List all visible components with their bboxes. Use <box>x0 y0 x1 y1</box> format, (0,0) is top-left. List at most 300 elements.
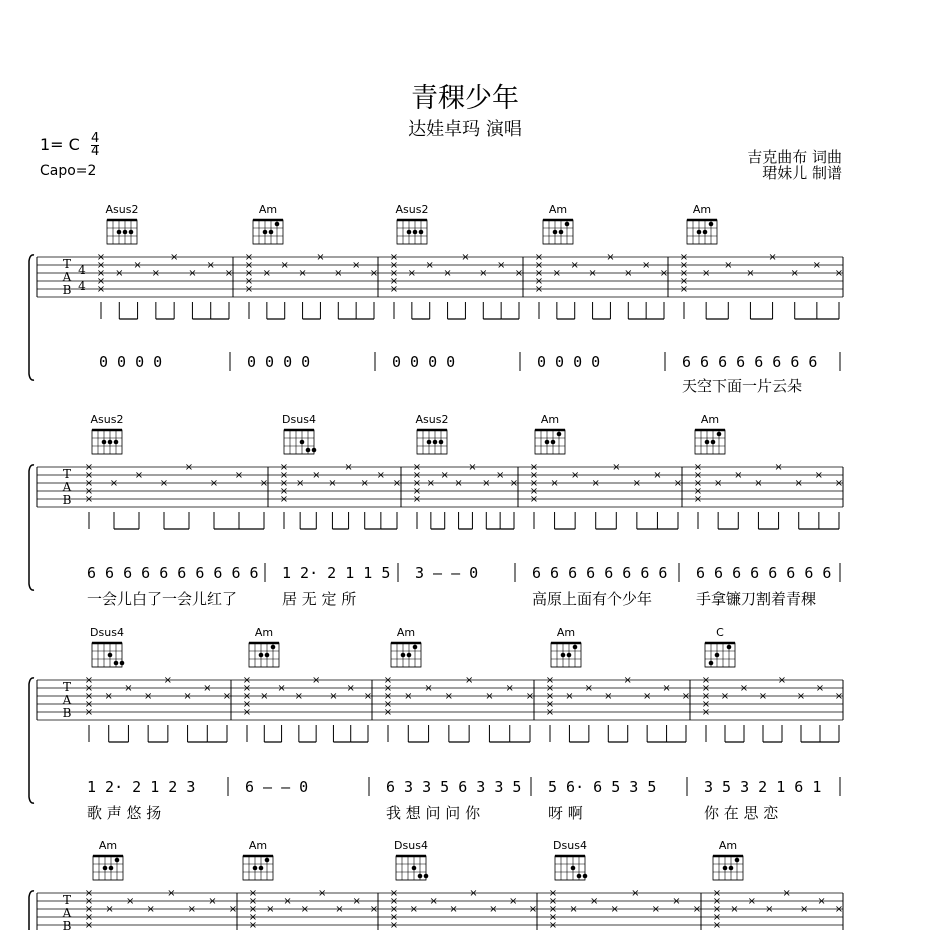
fret-mark: × <box>389 904 399 915</box>
fret-mark: × <box>444 691 454 702</box>
chord-name: Dsus4 <box>90 626 124 639</box>
fret-mark: × <box>624 268 633 279</box>
fret-mark: × <box>412 470 422 481</box>
chord-dot <box>263 230 268 235</box>
fret-mark: × <box>747 896 757 907</box>
chord-dot <box>253 866 258 871</box>
chord-dot <box>312 448 317 453</box>
chord-dot <box>711 440 716 445</box>
fret-mark: × <box>642 691 652 702</box>
fret-mark: × <box>812 260 822 271</box>
chord-name: Am <box>700 413 720 426</box>
fret-mark: × <box>489 904 498 915</box>
chord-dot <box>102 440 107 445</box>
fret-mark: × <box>794 478 803 489</box>
fret-mark: × <box>550 478 559 489</box>
fret-mark: × <box>796 691 806 702</box>
fret-mark: × <box>641 260 651 271</box>
tab-letter: A <box>62 693 72 707</box>
key-label: 1= C <box>40 135 80 154</box>
fret-mark: × <box>673 478 683 489</box>
chord-name: Am <box>540 413 560 426</box>
chord-dot <box>427 440 432 445</box>
jianpu-measure: 0 0 0 0 <box>247 353 311 371</box>
fret-mark: × <box>440 470 449 481</box>
fret-mark: × <box>248 920 258 930</box>
fret-mark: × <box>545 699 555 710</box>
chord-dot <box>424 874 429 879</box>
fret-mark: × <box>495 470 505 481</box>
chord-diagram <box>93 839 123 880</box>
chord-dot <box>259 653 264 658</box>
fret-mark: × <box>335 904 344 915</box>
fret-mark: × <box>482 478 491 489</box>
chord-diagram <box>282 413 316 454</box>
chord-name: Am <box>98 839 118 852</box>
fret-mark: × <box>84 888 94 899</box>
fret-mark: × <box>545 675 555 686</box>
chord-diagram <box>713 839 743 880</box>
jianpu-measure: 6 – – 0 <box>245 778 309 796</box>
fret-mark: × <box>529 486 539 497</box>
fret-mark: × <box>768 252 777 263</box>
chord-diagram <box>553 839 587 880</box>
chord-dot <box>407 230 412 235</box>
fret-mark: × <box>279 486 289 497</box>
fret-mark: × <box>701 707 711 718</box>
fret-mark: × <box>105 904 114 915</box>
fret-mark: × <box>679 268 689 279</box>
fret-mark: × <box>84 896 94 907</box>
fret-mark: × <box>115 268 124 279</box>
chord-dot <box>407 653 412 658</box>
fret-mark: × <box>369 268 379 279</box>
fret-mark: × <box>143 691 153 702</box>
chord-diagram <box>106 203 139 244</box>
fret-mark: × <box>799 904 809 915</box>
fret-mark: × <box>817 896 826 907</box>
chord-dot <box>577 874 582 879</box>
chord-diagram <box>705 626 735 667</box>
fret-mark: × <box>262 268 272 279</box>
fret-mark: × <box>777 675 787 686</box>
fret-mark: × <box>449 904 458 915</box>
fret-mark: × <box>224 268 234 279</box>
fret-mark: × <box>376 470 386 481</box>
chord-dot <box>109 866 114 871</box>
fret-mark: × <box>146 904 155 915</box>
tab-letter: A <box>62 906 72 920</box>
tab-system <box>29 839 843 930</box>
fret-mark: × <box>468 462 477 473</box>
chord-dot <box>433 440 438 445</box>
tab-system <box>29 203 843 395</box>
fret-mark: × <box>509 478 519 489</box>
chord-diagram <box>243 839 273 880</box>
fret-mark: × <box>604 691 613 702</box>
chord-dot <box>265 858 270 863</box>
fret-mark: × <box>534 268 544 279</box>
fret-mark: × <box>514 268 524 279</box>
fret-mark: × <box>163 675 173 686</box>
jianpu-measure: 1 2· 2 1 2 3 <box>87 778 196 796</box>
chord-dot <box>545 440 550 445</box>
chord-dot <box>583 874 588 879</box>
fret-mark: × <box>606 252 615 263</box>
chord-dot <box>117 230 122 235</box>
fret-mark: × <box>591 478 600 489</box>
system-bracket <box>29 255 34 380</box>
chord-diagram <box>394 839 428 880</box>
fret-mark: × <box>206 260 215 271</box>
chord-diagram <box>253 203 283 244</box>
fret-mark: × <box>409 904 419 915</box>
fret-mark: × <box>109 478 119 489</box>
song-title: 青稞少年 <box>411 83 519 114</box>
fret-mark: × <box>701 691 711 702</box>
tab-time-signature: 4 <box>78 263 86 277</box>
fret-mark: × <box>242 707 252 718</box>
fret-mark: × <box>183 691 192 702</box>
chord-diagram <box>687 203 717 244</box>
tab-letter: T <box>62 680 72 694</box>
chord-dot <box>114 661 119 666</box>
tab-letter: T <box>62 467 72 481</box>
fret-mark: × <box>545 691 555 702</box>
fret-mark: × <box>242 675 252 686</box>
tab-system <box>29 626 843 822</box>
fret-mark: × <box>295 478 305 489</box>
jianpu-measure: 6 6 6 6 6 6 6 6 <box>682 353 818 371</box>
fret-mark: × <box>612 462 621 473</box>
fret-mark: × <box>392 478 402 489</box>
fret-mark: × <box>834 268 844 279</box>
fret-mark: × <box>425 260 434 271</box>
fret-mark: × <box>681 691 691 702</box>
fret-mark: × <box>834 478 844 489</box>
chord-dot <box>412 866 417 871</box>
fret-mark: × <box>701 683 711 694</box>
fret-mark: × <box>508 896 518 907</box>
chord-dot <box>275 222 280 227</box>
fret-mark: × <box>329 691 338 702</box>
tab-letter: T <box>62 893 72 907</box>
fret-mark: × <box>570 260 579 271</box>
fret-mark: × <box>720 691 730 702</box>
fret-mark: × <box>548 912 558 923</box>
fret-mark: × <box>712 912 722 923</box>
fret-mark: × <box>133 260 142 271</box>
jianpu-measure: 6 6 6 6 6 6 6 6 6 6 <box>87 564 259 582</box>
jianpu-measure: 3 5 3 2 1 6 1 <box>704 778 822 796</box>
chord-dot <box>557 432 562 437</box>
fret-mark: × <box>298 268 307 279</box>
fret-mark: × <box>734 470 743 481</box>
fret-mark: × <box>534 260 544 271</box>
fret-mark: × <box>815 683 825 694</box>
chord-dot <box>567 653 572 658</box>
fret-mark: × <box>104 691 113 702</box>
fret-mark: × <box>242 683 252 694</box>
chord-dot <box>120 661 125 666</box>
fret-mark: × <box>584 683 594 694</box>
chord-dot <box>419 230 424 235</box>
fret-mark: × <box>443 268 452 279</box>
chord-name: Am <box>548 203 568 216</box>
chord-dot <box>697 230 702 235</box>
fret-mark: × <box>479 268 488 279</box>
tab-letter: B <box>62 283 72 297</box>
fret-mark: × <box>96 276 106 287</box>
fret-mark: × <box>765 904 774 915</box>
fret-mark: × <box>672 896 681 907</box>
fret-mark: × <box>244 260 254 271</box>
chord-name: Dsus4 <box>282 413 316 426</box>
system-bracket <box>29 465 34 590</box>
fret-mark: × <box>248 888 258 899</box>
chord-dot <box>729 866 734 871</box>
chord-dot <box>413 645 418 650</box>
fret-mark: × <box>610 904 619 915</box>
tab-credit: 珺妹儿 制谱 <box>762 164 842 182</box>
lyric-line: 一会儿白了一会儿红了 <box>87 590 238 608</box>
fret-mark: × <box>84 478 94 489</box>
fret-mark: × <box>469 888 478 899</box>
fret-mark: × <box>184 462 194 473</box>
fret-mark: × <box>505 683 514 694</box>
chord-dot <box>553 230 558 235</box>
fret-mark: × <box>311 675 321 686</box>
fret-mark: × <box>545 683 555 694</box>
fret-mark: × <box>96 260 106 271</box>
fret-mark: × <box>389 276 399 287</box>
time-top: 4 <box>90 131 100 146</box>
fret-mark: × <box>389 888 399 899</box>
chord-name: Am <box>258 203 278 216</box>
fret-mark: × <box>534 284 544 295</box>
fret-mark: × <box>548 904 558 915</box>
fret-mark: × <box>159 478 169 489</box>
fret-mark: × <box>242 699 252 710</box>
fret-mark: × <box>277 683 286 694</box>
chord-dot <box>727 645 732 650</box>
jianpu-measure: 5 6· 6 5 3 5 <box>548 778 657 796</box>
fret-mark: × <box>790 268 799 279</box>
fret-mark: × <box>461 252 470 263</box>
chord-diagram <box>551 626 581 667</box>
fret-mark: × <box>279 494 289 505</box>
fret-mark: × <box>679 276 689 287</box>
fret-mark: × <box>169 252 179 263</box>
fret-mark: × <box>383 683 393 694</box>
chord-name: Dsus4 <box>553 839 587 852</box>
jianpu-measure: 0 0 0 0 <box>99 353 163 371</box>
chord-diagram <box>396 203 429 244</box>
chord-name: Am <box>396 626 416 639</box>
fret-mark: × <box>84 470 94 481</box>
fret-mark: × <box>84 912 94 923</box>
fret-mark: × <box>151 268 161 279</box>
jianpu-measure: 6 3 3 5 6 3 3 5 <box>386 778 522 796</box>
fret-mark: × <box>383 699 393 710</box>
system-bracket <box>29 678 34 803</box>
chord-dot <box>271 645 276 650</box>
fret-mark: × <box>485 691 494 702</box>
chord-diagram <box>391 626 421 667</box>
fret-mark: × <box>209 478 219 489</box>
fret-mark: × <box>283 896 292 907</box>
fret-mark: × <box>679 252 689 263</box>
chord-name: Asus2 <box>105 203 139 216</box>
tab-time-signature: 4 <box>78 279 86 293</box>
chord-name: Am <box>254 626 274 639</box>
fret-mark: × <box>834 691 844 702</box>
fret-mark: × <box>754 478 763 489</box>
fret-mark: × <box>228 904 238 915</box>
fret-mark: × <box>701 268 711 279</box>
fret-mark: × <box>701 699 711 710</box>
fret-mark: × <box>814 470 824 481</box>
fret-mark: × <box>84 699 94 710</box>
fret-mark: × <box>84 683 94 694</box>
lyric-line: 居 无 定 所 <box>282 590 357 608</box>
fret-mark: × <box>529 494 539 505</box>
fret-mark: × <box>244 252 254 263</box>
fret-mark: × <box>701 675 711 686</box>
chord-name: Dsus4 <box>394 839 428 852</box>
fret-mark: × <box>724 260 733 271</box>
fret-mark: × <box>774 462 783 473</box>
fret-mark: × <box>548 896 558 907</box>
jianpu-measure: 0 0 0 0 <box>392 353 456 371</box>
fret-mark: × <box>312 470 321 481</box>
fret-mark: × <box>125 896 135 907</box>
fret-mark: × <box>294 691 304 702</box>
chord-name: Am <box>248 839 268 852</box>
fret-mark: × <box>389 268 399 279</box>
chord-dot <box>439 440 444 445</box>
jianpu-measure: 0 0 0 0 <box>537 353 601 371</box>
fret-mark: × <box>389 920 399 930</box>
fret-mark: × <box>679 260 689 271</box>
fret-mark: × <box>552 268 562 279</box>
fret-mark: × <box>300 904 310 915</box>
fret-mark: × <box>248 896 258 907</box>
tab-letter: T <box>62 257 72 271</box>
fret-mark: × <box>242 691 252 702</box>
fret-mark: × <box>712 904 722 915</box>
chord-dot <box>723 866 728 871</box>
fret-mark: × <box>187 904 197 915</box>
chord-name: Am <box>556 626 576 639</box>
singer-credit: 达娃卓玛 演唱 <box>408 119 522 140</box>
tab-letter: B <box>62 493 72 507</box>
chord-name: Am <box>692 203 712 216</box>
chord-name: Asus2 <box>395 203 429 216</box>
system-bracket <box>29 891 34 930</box>
fret-mark: × <box>84 691 94 702</box>
fret-mark: × <box>631 888 640 899</box>
fret-mark: × <box>588 268 597 279</box>
chord-name: Am <box>718 839 738 852</box>
chord-name: Asus2 <box>415 413 449 426</box>
tab-letter: B <box>62 919 72 930</box>
fret-mark: × <box>280 260 289 271</box>
fret-mark: × <box>412 478 422 489</box>
fret-mark: × <box>569 904 578 915</box>
fret-mark: × <box>545 707 555 718</box>
jianpu-measure: 3 – – 0 <box>415 564 479 582</box>
chord-diagram <box>249 626 279 667</box>
jianpu-measure: 6 6 6 6 6 6 6 6 <box>696 564 832 582</box>
chord-diagram <box>543 203 573 244</box>
fret-mark: × <box>404 691 413 702</box>
jianpu-measure: 6 6 6 6 6 6 6 6 <box>532 564 668 582</box>
fret-mark: × <box>266 904 275 915</box>
fret-mark: × <box>692 904 702 915</box>
chord-dot <box>306 448 311 453</box>
fret-mark: × <box>346 683 355 694</box>
fret-mark: × <box>693 462 703 473</box>
fret-mark: × <box>167 888 176 899</box>
fret-mark: × <box>693 470 703 481</box>
chord-dot <box>705 440 710 445</box>
lyric-line: 天空下面一片云朵 <box>682 377 803 395</box>
chord-diagram <box>90 626 124 667</box>
fret-mark: × <box>589 896 599 907</box>
fret-mark: × <box>248 912 258 923</box>
fret-mark: × <box>389 896 399 907</box>
fret-mark: × <box>84 675 94 686</box>
chord-diagram <box>416 413 449 454</box>
fret-mark: × <box>244 276 254 287</box>
fret-mark: × <box>623 675 632 686</box>
fret-mark: × <box>534 276 544 287</box>
fret-mark: × <box>529 462 539 473</box>
fret-mark: × <box>412 494 422 505</box>
chord-dot <box>413 230 418 235</box>
fret-mark: × <box>659 268 669 279</box>
fret-mark: × <box>529 470 539 481</box>
tab-letter: A <box>62 480 72 494</box>
fret-mark: × <box>316 252 325 263</box>
fret-mark: × <box>712 896 722 907</box>
chord-dot <box>717 432 722 437</box>
chord-dot <box>735 858 740 863</box>
chord-diagram <box>535 413 565 454</box>
chord-dot <box>269 230 274 235</box>
fret-mark: × <box>653 470 662 481</box>
fret-mark: × <box>84 494 94 505</box>
fret-mark: × <box>244 284 254 295</box>
tab-letter: B <box>62 706 72 720</box>
fret-mark: × <box>317 888 327 899</box>
chord-dot <box>559 230 564 235</box>
fret-mark: × <box>426 478 436 489</box>
chord-dot <box>129 230 134 235</box>
fret-mark: × <box>693 486 703 497</box>
fret-mark: × <box>424 683 433 694</box>
chord-dot <box>709 661 714 666</box>
fret-mark: × <box>565 691 574 702</box>
fret-mark: × <box>528 904 538 915</box>
fret-mark: × <box>570 470 580 481</box>
fret-mark: × <box>383 675 393 686</box>
lyric-line: 高原上面有个少年 <box>532 590 653 608</box>
fret-mark: × <box>84 486 94 497</box>
chord-dot <box>103 866 108 871</box>
fret-mark: × <box>713 478 723 489</box>
